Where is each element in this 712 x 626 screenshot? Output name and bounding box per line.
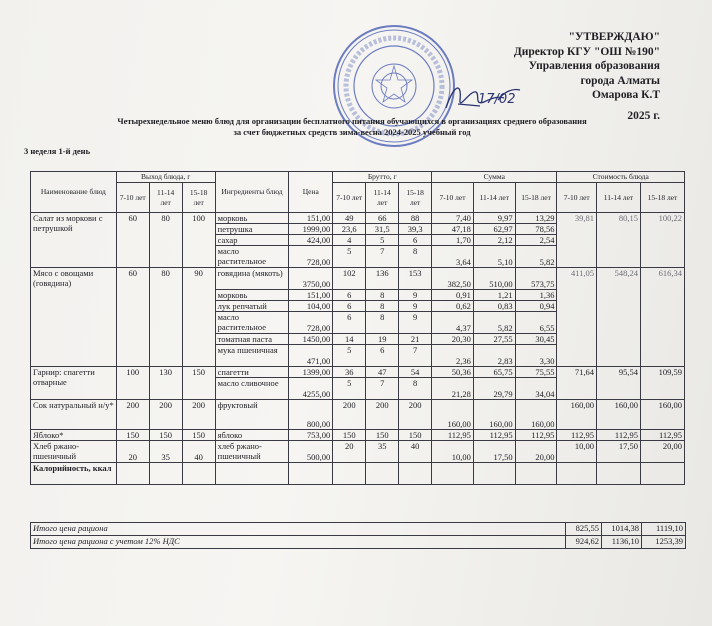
dish-yield: 60 xyxy=(116,268,149,367)
ingredient-gross: 8 xyxy=(366,301,399,312)
ingredient-price: 1450,00 xyxy=(289,334,333,345)
totals-table xyxy=(30,522,686,549)
approval-position: Директор КГУ "ОШ №190" xyxy=(513,45,660,58)
calories-cell xyxy=(640,463,684,485)
calories-cell xyxy=(473,463,515,485)
ingredient-sum: 3,30 xyxy=(515,345,557,367)
totals-value: 924,62 xyxy=(566,536,602,549)
ingredient-gross: 54 xyxy=(399,367,432,378)
header-cost-15-18: 15-18 лет xyxy=(640,183,684,213)
ingredient-gross: 36 xyxy=(333,367,366,378)
ingredient-sum: 65,75 xyxy=(473,367,515,378)
ingredient-sum: 2,83 xyxy=(473,345,515,367)
ingredient-gross: 49 xyxy=(333,213,366,224)
approval-person: Омарова К.Т xyxy=(591,89,660,101)
ingredient-sum: 160,00 xyxy=(515,400,557,430)
ingredient-gross: 9 xyxy=(399,301,432,312)
calories-cell xyxy=(182,463,215,485)
dish-yield: 150 xyxy=(116,430,149,441)
header-sum-7-10: 7-10 лет xyxy=(432,183,474,213)
dish-cost: 160,00 xyxy=(597,400,641,430)
calories-cell xyxy=(399,463,432,485)
ingredient-gross: 4 xyxy=(333,235,366,246)
ingredient-gross: 8 xyxy=(366,312,399,334)
ingredient-row xyxy=(31,213,685,224)
totals-value: 1253,39 xyxy=(642,536,686,549)
calories-cell xyxy=(597,463,641,485)
ingredient-sum: 27,55 xyxy=(473,334,515,345)
ingredient-gross: 150 xyxy=(333,430,366,441)
calories-cell xyxy=(149,463,182,485)
ingredient-sum: 29,79 xyxy=(473,378,515,400)
ingredient-sum: 2,54 xyxy=(515,235,557,246)
ingredient-sum: 1,70 xyxy=(432,235,474,246)
ingredient-sum: 17,50 xyxy=(473,441,515,463)
ingredient-gross: 47 xyxy=(366,367,399,378)
ingredient-price: 500,00 xyxy=(289,441,333,463)
ingredient-gross: 150 xyxy=(366,430,399,441)
dish-yield: 130 xyxy=(149,367,182,400)
ingredient-name: спагетти xyxy=(215,367,289,378)
ingredient-price: 1399,00 xyxy=(289,367,333,378)
ingredient-row xyxy=(31,430,685,441)
dish-yield: 100 xyxy=(116,367,149,400)
menu-table xyxy=(30,171,685,485)
dish-cost: 160,00 xyxy=(640,400,684,430)
ingredient-gross: 6 xyxy=(399,235,432,246)
ingredient-gross: 200 xyxy=(333,400,366,430)
dish-yield: 100 xyxy=(182,213,215,268)
calories-row xyxy=(31,463,685,485)
ingredient-sum: 47,18 xyxy=(432,224,474,235)
dish-cost: 112,95 xyxy=(640,430,684,441)
dish-cost: 17,50 xyxy=(597,441,641,463)
totals-value: 1014,38 xyxy=(602,523,642,536)
approval-city: города Алматы xyxy=(580,74,660,87)
ingredient-row xyxy=(31,400,685,430)
ingredient-price: 471,00 xyxy=(289,345,333,367)
ingredient-name: морковь xyxy=(215,290,289,301)
dish-cost: 95,54 xyxy=(597,367,641,400)
header-yield-15-18: 15-18 лет xyxy=(182,183,215,213)
ingredient-sum: 30,45 xyxy=(515,334,557,345)
dish-yield: 60 xyxy=(116,213,149,268)
header-yield-11-14: 11-14 лет xyxy=(149,183,182,213)
ingredient-name: лук репчатый xyxy=(215,301,289,312)
calories-cell xyxy=(515,463,557,485)
ingredient-gross: 21 xyxy=(399,334,432,345)
dish-yield: 200 xyxy=(149,400,182,430)
ingredient-sum: 5,82 xyxy=(515,246,557,268)
ingredient-name: морковь xyxy=(215,213,289,224)
header-sum-11-14: 11-14 лет xyxy=(473,183,515,213)
ingredient-name: хлеб ржано-пшеничный xyxy=(215,441,289,463)
dish-cost: 100,22 xyxy=(640,213,684,268)
ingredient-sum: 510,00 xyxy=(473,268,515,290)
ingredient-price: 151,00 xyxy=(289,290,333,301)
ingredient-price: 800,00 xyxy=(289,400,333,430)
ingredient-sum: 13,29 xyxy=(515,213,557,224)
ingredient-sum: 573,75 xyxy=(515,268,557,290)
calories-cell xyxy=(432,463,474,485)
dish-name: Мясо с овощами (говядина) xyxy=(31,268,117,367)
ingredient-name: масло растительное xyxy=(215,246,289,268)
menu-heading-line1: Четырехнедельное меню блюд для организации бесплатного питания обучающихся в организациях среднего образования xyxy=(117,116,587,126)
ingredient-sum: 5,82 xyxy=(473,312,515,334)
dish-cost: 112,95 xyxy=(597,430,641,441)
ingredient-sum: 112,95 xyxy=(432,430,474,441)
ingredient-sum: 20,00 xyxy=(515,441,557,463)
totals-label: Итого цена рациона с учетом 12% НДС xyxy=(31,536,566,549)
ingredient-name: говядина (мякоть) xyxy=(215,268,289,290)
ingredient-sum: 160,00 xyxy=(432,400,474,430)
ingredient-gross: 102 xyxy=(333,268,366,290)
ingredient-sum: 112,95 xyxy=(473,430,515,441)
ingredient-gross: 6 xyxy=(366,345,399,367)
ingredient-gross: 8 xyxy=(366,290,399,301)
ingredient-sum: 78,56 xyxy=(515,224,557,235)
dish-yield: 150 xyxy=(149,430,182,441)
calories-cell xyxy=(289,463,333,485)
ingredient-gross: 200 xyxy=(366,400,399,430)
ingredient-gross: 14 xyxy=(333,334,366,345)
totals-value: 1119,10 xyxy=(642,523,686,536)
ingredient-sum: 6,55 xyxy=(515,312,557,334)
ingredient-gross: 9 xyxy=(399,290,432,301)
dish-cost: 39,81 xyxy=(557,213,597,268)
ingredient-row xyxy=(31,268,685,290)
dish-cost: 109,59 xyxy=(640,367,684,400)
calories-cell xyxy=(333,463,366,485)
ingredient-row xyxy=(31,441,685,463)
ingredient-gross: 153 xyxy=(399,268,432,290)
ingredient-gross: 7 xyxy=(366,378,399,400)
ingredient-sum: 4,37 xyxy=(432,312,474,334)
ingredient-gross: 7 xyxy=(399,345,432,367)
ingredient-gross: 7 xyxy=(366,246,399,268)
dish-yield: 150 xyxy=(182,367,215,400)
totals-row xyxy=(31,523,686,536)
header-cost-7-10: 7-10 лет xyxy=(557,183,597,213)
dish-cost: 80,15 xyxy=(597,213,641,268)
header-price: Цена xyxy=(289,172,333,213)
dish-cost: 20,00 xyxy=(640,441,684,463)
ingredient-sum: 3,64 xyxy=(432,246,474,268)
ingredient-sum: 1,21 xyxy=(473,290,515,301)
header-yield-7-10: 7-10 лет xyxy=(116,183,149,213)
ingredient-sum: 9,97 xyxy=(473,213,515,224)
ingredient-gross: 9 xyxy=(399,312,432,334)
header-gross-15-18: 15-18 лет xyxy=(399,183,432,213)
approval-title: "УТВЕРЖДАЮ" xyxy=(568,31,660,43)
ingredient-gross: 8 xyxy=(399,246,432,268)
ingredient-gross: 8 xyxy=(399,378,432,400)
ingredient-price: 728,00 xyxy=(289,246,333,268)
ingredient-gross: 88 xyxy=(399,213,432,224)
ingredient-gross: 200 xyxy=(399,400,432,430)
dish-cost: 112,95 xyxy=(557,430,597,441)
ingredient-name: масло сливочное xyxy=(215,378,289,400)
ingredient-sum: 382,50 xyxy=(432,268,474,290)
ingredient-sum: 34,04 xyxy=(515,378,557,400)
dish-yield: 150 xyxy=(182,430,215,441)
ingredient-name: яблоко xyxy=(215,430,289,441)
header-gross: Брутто, г xyxy=(333,172,432,183)
header-cost: Стоимость блюда xyxy=(557,172,685,183)
ingredient-gross: 6 xyxy=(333,312,366,334)
approval-date-handwritten: 17/02 xyxy=(478,92,516,107)
ingredient-sum: 1,36 xyxy=(515,290,557,301)
totals-value: 825,55 xyxy=(566,523,602,536)
ingredient-sum: 10,00 xyxy=(432,441,474,463)
ingredient-sum: 160,00 xyxy=(473,400,515,430)
dish-name: Гарнир: спагетти отварные xyxy=(31,367,117,400)
ingredient-price: 151,00 xyxy=(289,213,333,224)
dish-cost: 71,64 xyxy=(557,367,597,400)
ingredient-price: 4255,00 xyxy=(289,378,333,400)
ingredient-sum: 0,83 xyxy=(473,301,515,312)
ingredient-price: 3750,00 xyxy=(289,268,333,290)
ingredient-sum: 2,36 xyxy=(432,345,474,367)
ingredient-name: сахар xyxy=(215,235,289,246)
approval-block xyxy=(514,30,660,123)
header-dish: Наименование блюд xyxy=(31,172,117,213)
header-ingredients: Ингредиенты блюд xyxy=(215,172,289,213)
ingredient-gross: 39,3 xyxy=(399,224,432,235)
ingredient-name: масло растительное xyxy=(215,312,289,334)
totals-row xyxy=(31,536,686,549)
dish-cost: 411,05 xyxy=(557,268,597,367)
ingredient-name: фруктовый xyxy=(215,400,289,430)
ingredient-price: 1999,00 xyxy=(289,224,333,235)
ingredient-sum: 7,40 xyxy=(432,213,474,224)
ingredient-gross: 6 xyxy=(333,301,366,312)
ingredient-price: 728,00 xyxy=(289,312,333,334)
header-sum-15-18: 15-18 лет xyxy=(515,183,557,213)
ingredient-sum: 2,12 xyxy=(473,235,515,246)
ingredient-gross: 20 xyxy=(333,441,366,463)
approval-department: Управления образования xyxy=(528,60,660,72)
dish-name: Сок натуральный н/у* xyxy=(31,400,117,430)
ingredient-gross: 5 xyxy=(333,378,366,400)
calories-cell xyxy=(116,463,149,485)
dish-cost: 616,34 xyxy=(640,268,684,367)
ingredient-gross: 19 xyxy=(366,334,399,345)
dish-cost: 10,00 xyxy=(557,441,597,463)
ingredient-gross: 40 xyxy=(399,441,432,463)
ingredient-sum: 62,97 xyxy=(473,224,515,235)
ingredient-sum: 20,30 xyxy=(432,334,474,345)
ingredient-sum: 21,28 xyxy=(432,378,474,400)
ingredient-sum: 5,10 xyxy=(473,246,515,268)
ingredient-gross: 5 xyxy=(333,246,366,268)
ingredient-gross: 150 xyxy=(399,430,432,441)
dish-cost: 548,24 xyxy=(597,268,641,367)
menu-heading xyxy=(92,116,612,138)
ingredient-sum: 75,55 xyxy=(515,367,557,378)
dish-yield: 80 xyxy=(149,213,182,268)
ingredient-gross: 35 xyxy=(366,441,399,463)
dish-yield: 200 xyxy=(182,400,215,430)
calories-label: Калорийность, ккал xyxy=(31,463,117,485)
dish-yield: 20 xyxy=(116,441,149,463)
ingredient-sum: 112,95 xyxy=(515,430,557,441)
ingredient-gross: 136 xyxy=(366,268,399,290)
ingredient-gross: 6 xyxy=(333,290,366,301)
ingredient-sum: 50,36 xyxy=(432,367,474,378)
calories-cell xyxy=(366,463,399,485)
ingredient-row xyxy=(31,367,685,378)
dish-yield: 90 xyxy=(182,268,215,367)
header-yield: Выход блюда, г xyxy=(116,172,215,183)
totals-label: Итого цена рациона xyxy=(31,523,566,536)
header-sum: Сумма xyxy=(432,172,557,183)
menu-heading-line2: за счет бюджетных средств зима-весна 2024-2025 учебный год xyxy=(233,127,471,137)
ingredient-gross: 5 xyxy=(333,345,366,367)
ingredient-gross: 31,5 xyxy=(366,224,399,235)
totals-value: 1136,10 xyxy=(602,536,642,549)
dish-yield: 80 xyxy=(149,268,182,367)
dish-cost: 160,00 xyxy=(557,400,597,430)
calories-cell xyxy=(215,463,289,485)
header-gross-11-14: 11-14 лет xyxy=(366,183,399,213)
ingredient-sum: 0,91 xyxy=(432,290,474,301)
calories-cell xyxy=(557,463,597,485)
dish-name: Яблоко* xyxy=(31,430,117,441)
ingredient-gross: 66 xyxy=(366,213,399,224)
header-gross-7-10: 7-10 лет xyxy=(333,183,366,213)
ingredient-name: мука пшеничная xyxy=(215,345,289,367)
ingredient-name: томатная паста xyxy=(215,334,289,345)
ingredient-sum: 0,94 xyxy=(515,301,557,312)
ingredient-price: 753,00 xyxy=(289,430,333,441)
dish-yield: 40 xyxy=(182,441,215,463)
ingredient-name: петрушка xyxy=(215,224,289,235)
header-cost-11-14: 11-14 лет xyxy=(597,183,641,213)
dish-name: Салат из моркови с петрушкой xyxy=(31,213,117,268)
dish-name: Хлеб ржано-пшеничный xyxy=(31,441,117,463)
ingredient-price: 424,00 xyxy=(289,235,333,246)
ingredient-gross: 23,6 xyxy=(333,224,366,235)
approval-year: 2025 г. xyxy=(627,109,660,122)
dish-yield: 200 xyxy=(116,400,149,430)
ingredient-gross: 5 xyxy=(366,235,399,246)
ingredient-price: 104,00 xyxy=(289,301,333,312)
ingredient-sum: 0,62 xyxy=(432,301,474,312)
week-label: 3 неделя 1-й день xyxy=(24,146,91,156)
dish-yield: 35 xyxy=(149,441,182,463)
